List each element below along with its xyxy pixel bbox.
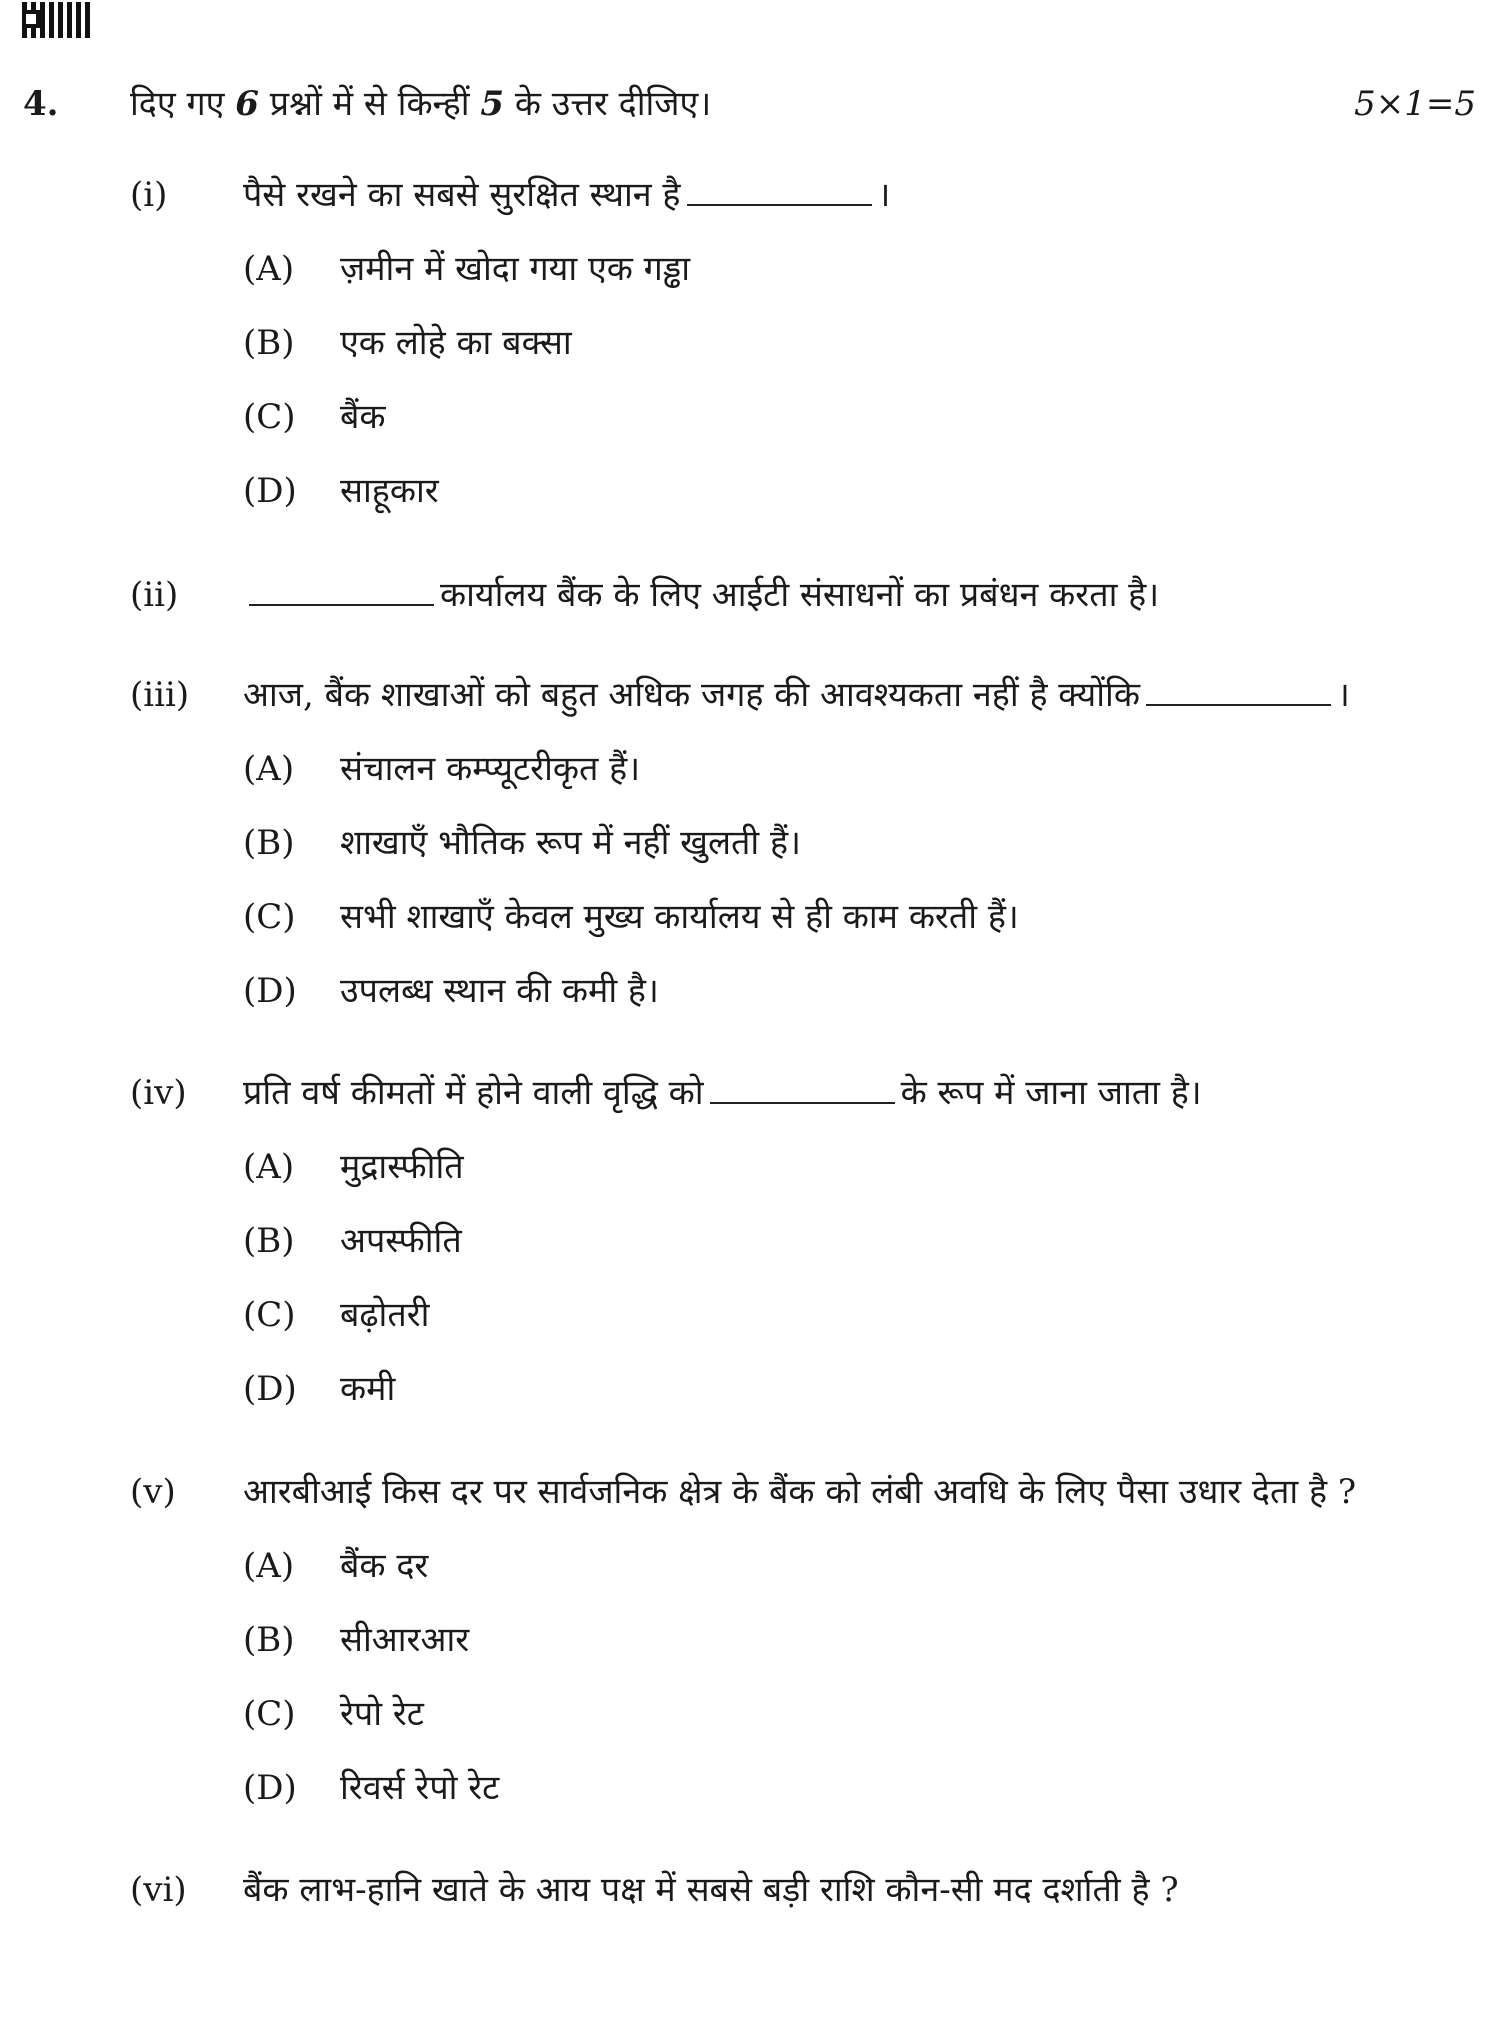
- option-text: रिवर्स रेपो रेट: [340, 1768, 500, 1808]
- option-text: उपलब्ध स्थान की कमी है।: [340, 971, 659, 1011]
- option-label: (B): [243, 823, 295, 863]
- subquestion-text: [243, 1470, 1356, 1514]
- option-label: (D): [243, 471, 297, 511]
- option-label: (C): [243, 1694, 296, 1734]
- option-label: (B): [243, 1620, 295, 1660]
- option-label: (B): [243, 1221, 295, 1261]
- option-text: बैंक: [340, 397, 386, 437]
- subquestion-stem-end: के रूप में जाना जाता है।: [900, 1073, 1202, 1113]
- subquestion-text: [243, 673, 1350, 717]
- option-text: सीआरआर: [340, 1620, 470, 1660]
- option-label: (A): [243, 1147, 295, 1187]
- instruction-count: 6: [235, 84, 259, 124]
- subquestion-text: [243, 1071, 1202, 1115]
- subquestion-stem: आरबीआई किस दर पर सार्वजनिक क्षेत्र के बैंक को लंबी अवधि के लिए पैसा उधार देता है ?: [243, 1472, 1357, 1512]
- subquestion-text: [243, 1868, 1179, 1912]
- option-text: साहूकार: [340, 471, 439, 511]
- question-number: 4.: [23, 84, 59, 124]
- subquestion-stem-end: ।: [1336, 675, 1350, 715]
- instruction-text: प्रश्नों में से किन्हीं: [258, 84, 481, 124]
- option-text: मुद्रास्फीति: [340, 1147, 464, 1187]
- answer-blank: [249, 574, 434, 606]
- instruction-count: 5: [480, 84, 505, 124]
- subquestion-label: (i): [130, 175, 168, 215]
- option-label: (D): [243, 971, 297, 1011]
- subquestion-stem-end: ।: [877, 175, 891, 215]
- answer-blank: [687, 174, 872, 206]
- option-text: एक लोहे का बक्सा: [340, 323, 572, 363]
- marks: 5×1=5: [1354, 84, 1476, 124]
- subquestion-stem-end: कार्यालय बैंक के लिए आईटी संसाधनों का प्रबंधन करता है।: [440, 575, 1160, 615]
- option-text: संचालन कम्प्यूटरीकृत हैं।: [340, 749, 641, 789]
- option-label: (D): [243, 1768, 297, 1808]
- subquestion-stem: प्रति वर्ष कीमतों में होने वाली वृद्धि को: [243, 1073, 704, 1113]
- subquestion-stem: आज, बैंक शाखाओं को बहुत अधिक जगह की आवश्यकता नहीं है क्योंकि: [243, 675, 1140, 715]
- qr-code: [22, 2, 92, 38]
- question-instruction: [130, 82, 711, 126]
- option-text: ज़मीन में खोदा गया एक गड्ढा: [340, 249, 691, 289]
- option-label: (A): [243, 249, 295, 289]
- subquestion-label: (iv): [130, 1073, 187, 1113]
- option-label: (C): [243, 897, 296, 937]
- option-text: कमी: [340, 1369, 396, 1409]
- subquestion-label: (v): [130, 1472, 176, 1512]
- option-label: (D): [243, 1369, 297, 1409]
- subquestion-label: (vi): [130, 1870, 187, 1910]
- option-label: (B): [243, 323, 295, 363]
- subquestion-stem: पैसे रखने का सबसे सुरक्षित स्थान है: [243, 175, 681, 215]
- subquestion-text: [243, 573, 1159, 617]
- option-text: बैंक दर: [340, 1546, 429, 1586]
- subquestion-text: [243, 173, 890, 217]
- option-label: (A): [243, 749, 295, 789]
- answer-blank: [710, 1072, 895, 1104]
- instruction-text: दिए गए: [130, 84, 236, 124]
- instruction-text: के उत्तर दीजिए।: [504, 84, 712, 124]
- subquestion-label: (ii): [130, 575, 179, 615]
- option-text: अपस्फीति: [340, 1221, 462, 1261]
- subquestion-label: (iii): [130, 675, 190, 715]
- option-text: सभी शाखाएँ केवल मुख्य कार्यालय से ही काम करती हैं।: [340, 897, 1019, 937]
- option-text: बढ़ोतरी: [340, 1295, 430, 1335]
- option-label: (C): [243, 397, 296, 437]
- answer-blank: [1146, 674, 1331, 706]
- subquestion-stem: बैंक लाभ-हानि खाते के आय पक्ष में सबसे बड़ी राशि कौन-सी मद दर्शाती है ?: [243, 1870, 1179, 1910]
- option-label: (C): [243, 1295, 296, 1335]
- option-label: (A): [243, 1546, 295, 1586]
- option-text: शाखाएँ भौतिक रूप में नहीं खुलती हैं।: [340, 823, 801, 863]
- option-text: रेपो रेट: [340, 1694, 424, 1734]
